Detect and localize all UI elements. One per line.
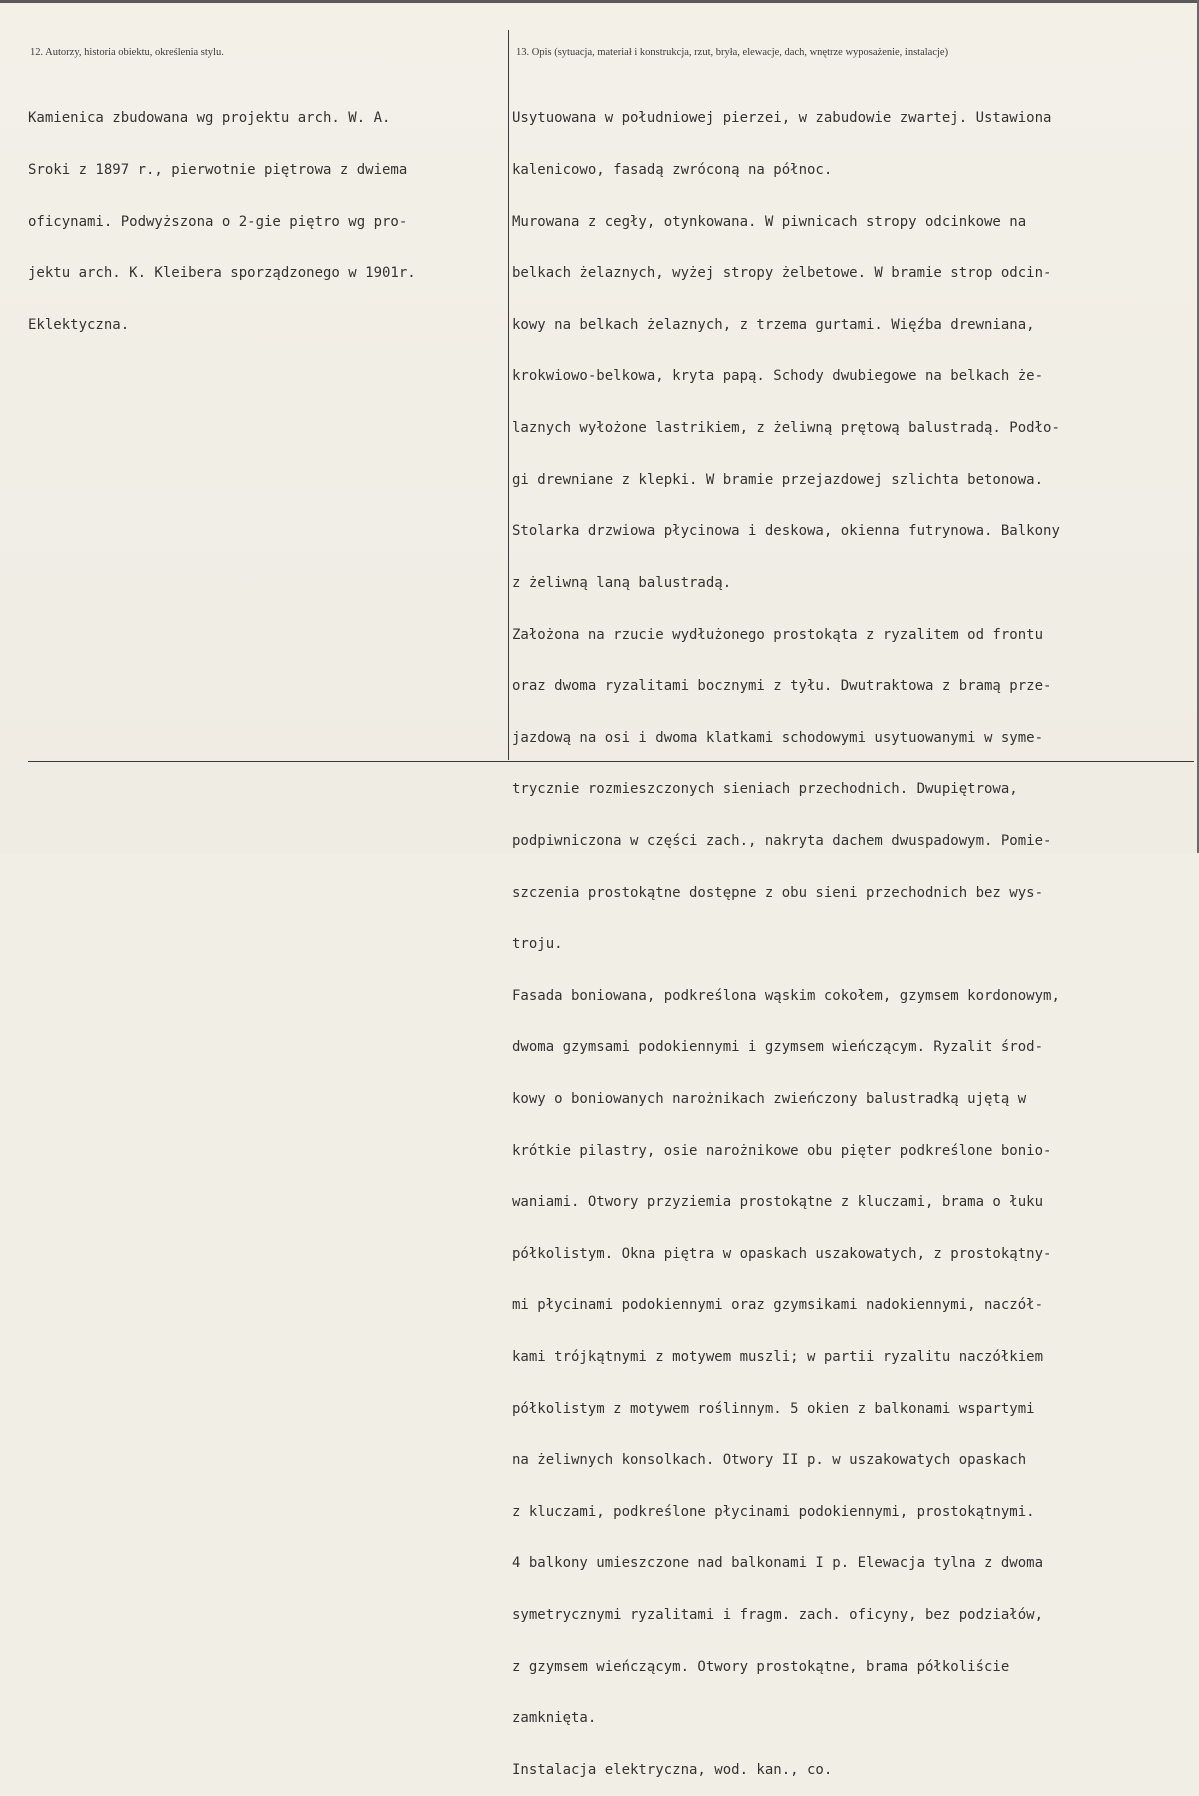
typed-line: symetrycznymi ryzalitami i fragm. zach. oficyny, bez podziałów, xyxy=(512,1607,1044,1624)
typed-line: Usytuowana w południowej pierzei, w zabudowie zwartej. Ustawiona xyxy=(512,110,1052,127)
typed-line: półkolistym z motywem roślinnym. 5 okien z balkonami wspartymi xyxy=(512,1400,1035,1417)
typed-line: z żeliwną laną balustradą. xyxy=(512,574,732,591)
typed-line: kowy o boniowanych narożnikach zwieńczony balustradką ujętą w xyxy=(512,1090,1027,1107)
typed-line: krótkie pilastry, osie narożnikowe obu pięter podkreślone bonio- xyxy=(512,1142,1052,1159)
typed-line: troju. xyxy=(512,936,563,953)
typed-line: zamknięta. xyxy=(512,1710,597,1727)
typed-line: Fasada boniowana, podkreślona wąskim cokołem, gzymsem kordonowym, xyxy=(512,987,1060,1004)
typed-line: 4 balkony umieszczone nad balkonami I p. Elewacja tylna z dwoma xyxy=(512,1555,1044,1572)
typed-line: Instalacja elektryczna, wod. kan., co. xyxy=(512,1761,833,1778)
typed-line: kami trójkątnymi z motywem muszli; w partii ryzalitu naczółkiem xyxy=(512,1349,1044,1366)
typed-line: oraz dwoma ryzalitami bocznymi z tyłu. Dwutraktowa z bramą prze- xyxy=(512,678,1052,695)
typed-line: oficynami. Podwyższona o 2-gie piętro wg pro- xyxy=(28,213,408,230)
authors-history-style-text xyxy=(28,76,416,351)
typed-line: Stolarka drzwiowa płycinowa i deskowa, okienna futrynowa. Balkony xyxy=(512,523,1060,540)
typed-line: z gzymsem wieńczącym. Otwory prostokątne, brama półkoliście xyxy=(512,1658,1010,1675)
typed-line: na żeliwnych konsolkach. Otwory II p. w uszakowatych opaskach xyxy=(512,1452,1027,1469)
typed-line: dwoma gzymsami podokiennymi i gzymsem wieńczącym. Ryzalit środ- xyxy=(512,1039,1044,1056)
typed-line: kowy na belkach żelaznych, z trzema gurtami. Więźba drewniana, xyxy=(512,316,1035,333)
section-12-header: 12. Autorzy, historia obiektu, określenia stylu. xyxy=(30,47,224,58)
typed-line: z kluczami, podkreślone płycinami podokiennymi, prostokątnymi. xyxy=(512,1503,1035,1520)
typed-line: szczenia prostokątne dostępne z obu sieni przechodnich bez wys- xyxy=(512,884,1044,901)
typed-line: jektu arch. K. Kleibera sporządzonego w 1901r. xyxy=(28,265,416,282)
typed-line: mi płycinami podokiennymi oraz gzymsikami nadokiennymi, naczół- xyxy=(512,1297,1044,1314)
typed-line: gi drewniane z klepki. W bramie przejazdowej szlichta betonowa. xyxy=(512,471,1044,488)
typed-line: podpiwniczona w części zach., nakryta dachem dwuspadowym. Pomie- xyxy=(512,832,1052,849)
typed-line: belkach żelaznych, wyżej stropy żelbetowe. W bramie strop odcin- xyxy=(512,265,1052,282)
typed-line: półkolistym. Okna piętra w opaskach uszakowatych, z prostokątny- xyxy=(512,1245,1052,1262)
typed-line: krokwiowo-belkowa, kryta papą. Schody dwubiegowe na belkach że- xyxy=(512,368,1044,385)
section-13-header: 13. Opis (sytuacja, materiał i konstrukcja, rzut, bryła, elewacje, dach, wnętrze wyposażenie, instalacje) xyxy=(516,47,949,58)
typed-line: Sroki z 1897 r., pierwotnie piętrowa z dwiema xyxy=(28,162,408,179)
typed-line: Założona na rzucie wydłużonego prostokąta z ryzalitem od frontu xyxy=(512,626,1044,643)
description-text xyxy=(512,76,1060,1796)
typed-line: Murowana z cegły, otynkowana. W piwnicach stropy odcinkowe na xyxy=(512,213,1027,230)
typed-line: Eklektyczna. xyxy=(28,316,130,333)
typed-line: trycznie rozmieszczonych sieniach przechodnich. Dwupiętrowa, xyxy=(512,781,1018,798)
typed-line: jazdową na osi i dwoma klatkami schodowymi usytuowanymi w syme- xyxy=(512,729,1044,746)
typed-line: kalenicowo, fasadą zwróconą na północ. xyxy=(512,162,833,179)
column-divider xyxy=(508,30,509,760)
typed-line: laznych wyłożone lastrikiem, z żeliwną prętową balustradą. Podło- xyxy=(512,420,1060,437)
scan-edge-top xyxy=(0,0,1199,3)
typed-line: Kamienica zbudowana wg projektu arch. W. A. xyxy=(28,110,391,127)
typed-line: waniami. Otwory przyziemia prostokątne z kluczami, brama o łuku xyxy=(512,1194,1044,1211)
